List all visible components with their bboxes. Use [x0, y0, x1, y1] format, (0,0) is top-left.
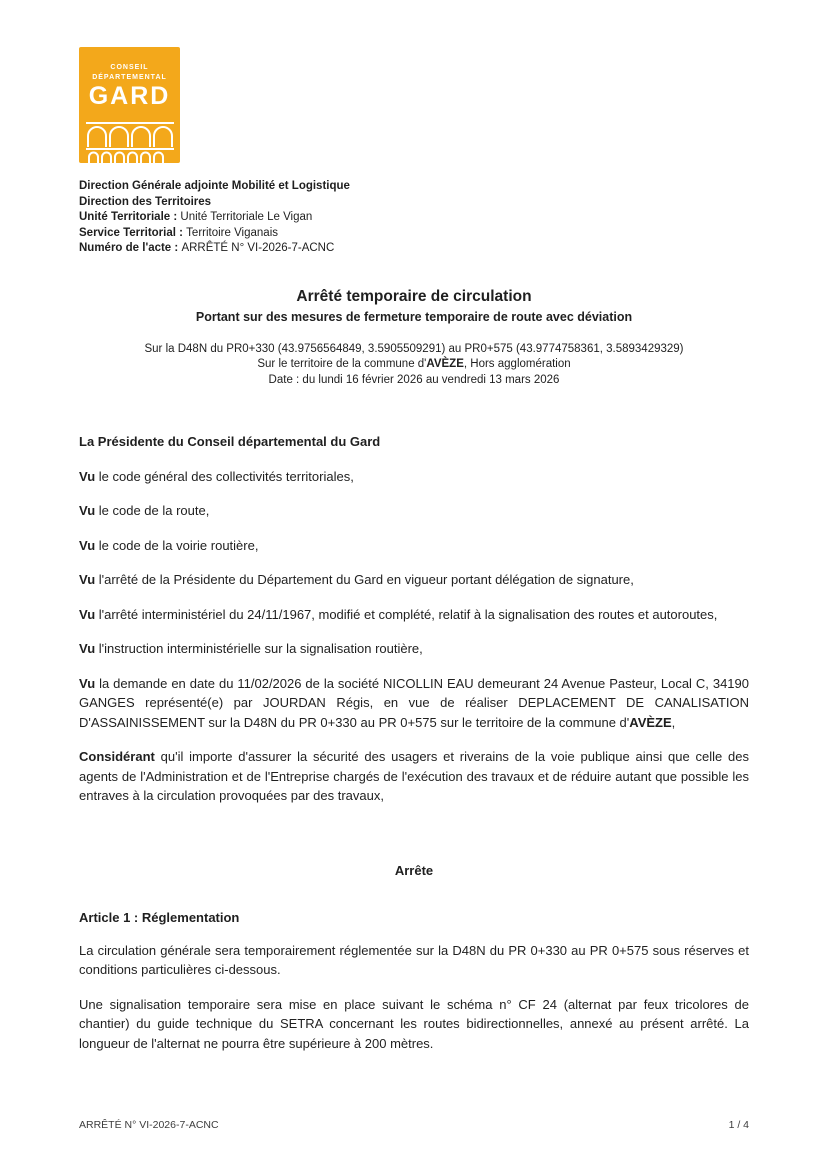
gard-logo	[79, 47, 180, 163]
arrete-heading: Arrête	[394, 862, 434, 878]
article-1-paragraph-2: Une signalisation temporaire sera mise en place suivant le schéma n° CF 24 (alternat par feux tricolores de chantier) du guide technique du SETRA concernant les routes bidirectionnelles, annexé au présent arrêté. La longueur de l'alternat ne pourra être supérieure à 200 mètres.	[79, 996, 749, 1051]
commune-line: Sur le territoire de la commune d'AVÈZE, Hors agglomération	[257, 358, 571, 370]
paragraph-vu-collectivites: Vu le code général des collectivités territoriales,	[79, 468, 354, 484]
document-title: Arrêté temporaire de circulation	[296, 287, 532, 305]
date-range-line: Date : du lundi 16 février 2026 au vendredi 13 mars 2026	[268, 373, 560, 386]
paragraph-vu-interministeriel: Vu l'arrêté interministériel du 24/11/1967, modifié et complété, relatif à la signalisation des routes et autoroutes,	[79, 606, 718, 622]
issuer-numero-acte: Numéro de l'acte : ARRÊTÉ N° VI-2026-7-ACNC	[79, 242, 335, 254]
logo-org-line2: DÉPARTEMENTAL	[92, 74, 167, 82]
footer-page-number: 1 / 4	[728, 1119, 749, 1131]
article-1-paragraph-1: La circulation générale sera temporairement réglementée sur la D48N du PR 0+330 au PR 0+575 sous réserves et conditions particulières ci-dessous.	[79, 942, 749, 977]
issuer-direction-territoires: Direction des Territoires	[79, 195, 212, 208]
document-subtitle: Portant sur des mesures de fermeture temporaire de route avec déviation	[195, 309, 633, 324]
logo-org-name	[92, 63, 167, 83]
paragraph-vu-instruction: Vu l'instruction interministérielle sur la signalisation routière,	[79, 641, 423, 656]
paragraph-vu-demande: Vu la demande en date du 11/02/2026 de la société NICOLLIN EAU demeurant 24 Avenue Pasteur, Local C, 34190 GANGES représenté(e) par JOURDAN Régis, en vue de réaliser DEPLACEMENT DE CANALISATION D'ASSAINISSEMENT sur la D48N du PR 0+330 au PR 0+575 sur le territoire de la commune d'AVÈZE,	[79, 675, 749, 730]
paragraph-vu-voirie: Vu le code de la voirie routière,	[79, 537, 259, 553]
issuer-block	[79, 179, 749, 257]
logo-org-line1: CONSEIL	[110, 64, 149, 71]
location-block	[79, 342, 749, 389]
logo-gard-wordmark: GARD	[88, 82, 171, 111]
issuer-direction-generale: Direction Générale adjointe Mobilité et Logistique	[79, 180, 350, 192]
issuer-service-territorial: Service Territorial : Territoire Viganais	[79, 226, 279, 239]
issuer-unite-territoriale: Unité Territoriale : Unité Territoriale Le Vigan	[79, 211, 313, 223]
road-section-line: Sur la D48N du PR0+330 (43.9756564849, 3.5905509291) au PR0+575 (43.9774758361, 3.5893429329)	[144, 342, 684, 355]
document-body	[79, 432, 749, 1053]
page-footer	[79, 1119, 749, 1131]
paragraph-vu-delegation: Vu l'arrêté de la Présidente du Département du Gard en vigueur portant délégation de signature,	[79, 572, 634, 587]
footer-act-number: ARRÊTÉ N° VI-2026-7-ACNC	[79, 1119, 219, 1131]
paragraph-considerant: Considérant qu'il importe d'assurer la sécurité des usagers et riverains de la voie publique ainsi que celle des agents de l'Administration et de l'Entreprise chargés de l'exécution des travaux et de réduire autant que possible les entraves à la circulation provoquées par des travaux,	[79, 749, 749, 803]
paragraph-presidente: La Présidente du Conseil départemental du Gard	[79, 434, 381, 449]
paragraph-vu-code-route: Vu le code de la route,	[79, 503, 210, 518]
article-1-heading: Article 1 : Réglementation	[79, 910, 240, 925]
aqueduct-icon	[86, 120, 174, 163]
